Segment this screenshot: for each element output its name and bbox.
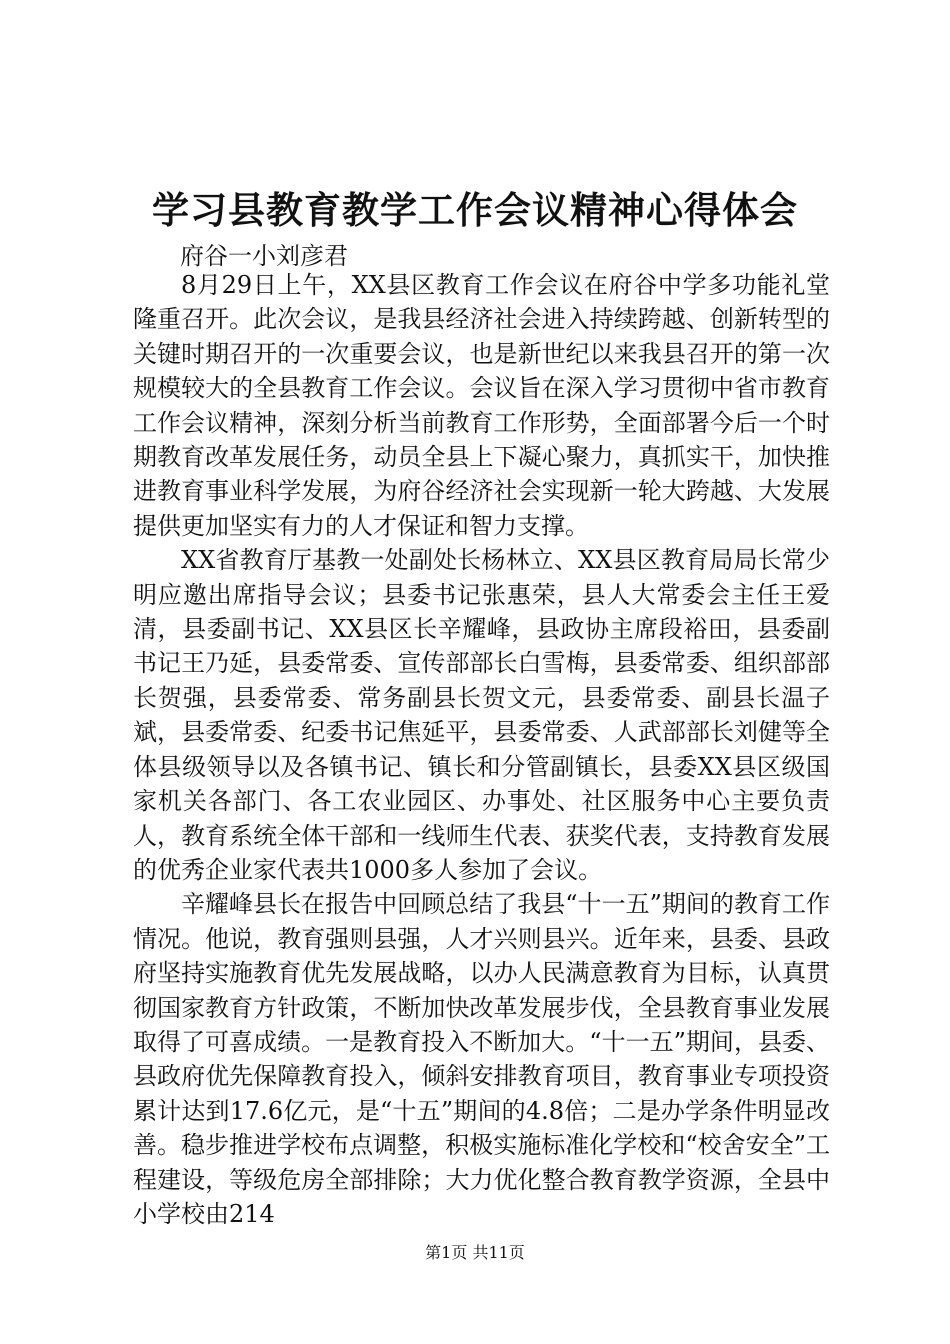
paragraph-1: 8月29日上午，XX县区教育工作会议在府谷中学多功能礼堂隆重召开。此次会议，是我县经济社会进入持续跨越、创新转型的关键时期召开的一次重要会议，也是新世纪以来我县召开的第一次规模较大的全县教育工作会议。会议旨在深入学习贯彻中省市教育工作会议精神，深刻分析当前教育工作形势，全面部署今后一个时期教育改革发展任务，动员全县上下凝心聚力，真抓实干，加快推进教育事业科学发展，为府谷经济社会实现新一轮大跨越、大发展提供更加坚实有力的人才保证和智力支撑。 <box>133 271 830 540</box>
document-title: 学习县教育教学工作会议精神心得体会 <box>152 188 798 232</box>
page-number-footer: 第1页 共11页 <box>425 1243 525 1262</box>
document-body <box>133 268 830 1231</box>
paragraph-3: 辛耀峰县长在报告中回顾总结了我县“十一五”期间的教育工作情况。他说，教育强则县强，人才兴则县兴。近年来，县委、县政府坚持实施教育优先发展战略，以办人民满意教育为目标，认真贯彻国家教育方针政策，不断加快改革发展步伐，全县教育事业发展取得了可喜成绩。一是教育投入不断加大。“十一五”期间，县委、县政府优先保障教育投入，倾斜安排教育项目，教育事业专项投资累计达到17.6亿元，是“十五”期间的4.8倍；二是办学条件明显改善。稳步推进学校布点调整，积极实施标准化学校和“校舍安全”工程建设，等级危房全部排除；大力优化整合教育教学资源，全县中小学校由214 <box>133 890 830 1228</box>
author-line: 府谷一小刘彦君 <box>180 242 348 270</box>
paragraph-2: XX省教育厅基教一处副处长杨林立、XX县区教育局局长常少明应邀出席指导会议；县委书记张惠荣，县人大常委会主任王爱清，县委副书记、XX县区长辛耀峰，县政协主席段裕田，县委副书记王乃延，县委常委、宣传部部长白雪梅，县委常委、组织部部长贺强，县委常委、常务副县长贺文元，县委常委、副县长温子斌，县委常委、纪委书记焦延平，县委常委、人武部部长刘健等全体县级领导以及各镇书记、镇长和分管副镇长，县委XX县区级国家机关各部门、各工农业园区、办事处、社区服务中心主要负责人，教育系统全体干部和一线师生代表、获奖代表，支持教育发展的优秀企业家代表共1000多人参加了会议。 <box>133 546 830 884</box>
